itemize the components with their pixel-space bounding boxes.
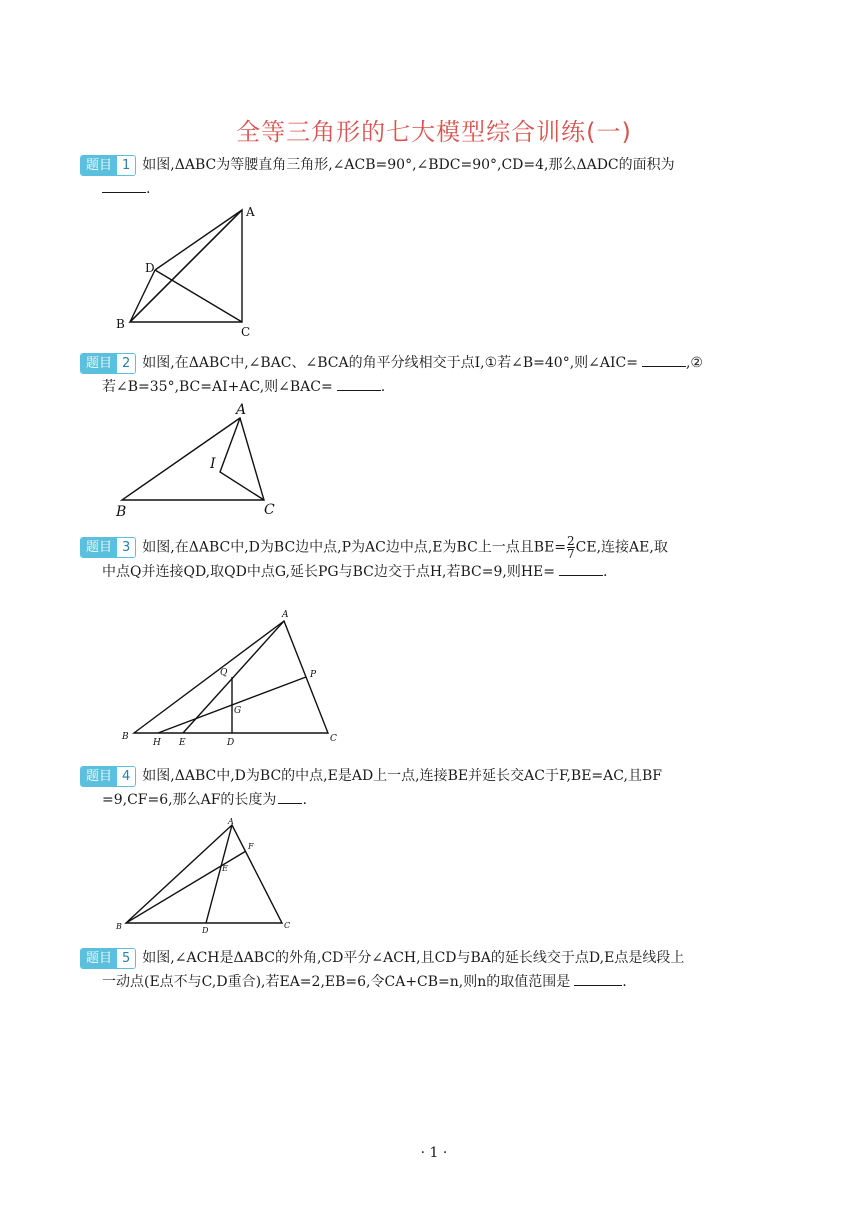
page-title: 全等三角形的七大模型综合训练(一): [236, 118, 632, 146]
label-c: C: [330, 734, 337, 744]
label-c: C: [241, 325, 251, 339]
problem-tag: 题目 1: [80, 155, 136, 176]
label-c: C: [284, 921, 291, 930]
label-b: B: [116, 922, 122, 931]
segment-ae: [183, 621, 284, 733]
label-h: H: [153, 738, 161, 748]
label-d: D: [145, 261, 155, 275]
segment-dc: [155, 270, 242, 322]
figure-1: [110, 200, 270, 340]
answer-blank[interactable]: [102, 178, 146, 193]
label-c: C: [264, 502, 275, 518]
label-b: B: [116, 504, 127, 520]
answer-blank[interactable]: [574, 971, 622, 986]
triangle-abc: [134, 621, 328, 733]
label-f: F: [248, 842, 254, 851]
label-a: A: [246, 205, 255, 219]
problem-tag: 题目 2: [80, 353, 136, 374]
answer-blank[interactable]: [337, 376, 381, 391]
label-a: A: [228, 817, 234, 826]
segment-bd: [130, 270, 155, 322]
label-b: B: [116, 317, 125, 331]
problem-tag: 题目 5: [80, 948, 136, 969]
label-p: P: [310, 670, 317, 680]
label-g: G: [234, 706, 242, 716]
figure-3: [120, 605, 350, 750]
label-q: Q: [220, 668, 228, 678]
problem-1: 题目 1 如图,ΔABC为等腰直角三角形,∠ACB=90°,∠BDC=90°,CD=4,那么ΔADC的面积为 .: [80, 153, 785, 201]
label-b: B: [122, 732, 129, 742]
label-e: E: [222, 864, 228, 873]
page-number: · 1 ·: [420, 1145, 448, 1161]
triangle-abc: [122, 418, 264, 500]
problem-2: 题目 2 如图,在ΔABC中,∠BAC、∠BCA的角平分线相交于点I,①若∠B=40°,则∠AIC= ,② 若∠B=35°,BC=AI+AC,则∠BAC= .: [80, 351, 785, 399]
label-e: E: [179, 738, 186, 748]
angle-bisectors: [220, 418, 264, 500]
label-a: A: [236, 402, 247, 418]
problem-3: 题目 3 如图,在ΔABC中,D为BC边中点,P为AC边中点,E为BC上一点且BE= $\frac{2}{7}$ CE,连接AE,取 中点Q并连接QD,取QD中点G,延长PG与BC边交于点H,若BC=9,则HE= .: [80, 535, 785, 584]
segment-ad: [206, 825, 232, 923]
figure-4: [112, 815, 302, 935]
problem-text: 如图,ΔABC为等腰直角三角形,∠ACB=90°,∠BDC=90°,CD=4,那么ΔADC的面积为: [142, 157, 675, 173]
label-d: D: [227, 738, 235, 748]
answer-blank[interactable]: [278, 789, 302, 804]
answer-blank[interactable]: [642, 352, 686, 367]
label-i: I: [210, 456, 216, 472]
problem-tag: 题目 3: [80, 537, 136, 558]
fraction: $\frac{2}{7}$: [567, 534, 575, 561]
label-a: A: [282, 610, 289, 620]
answer-blank[interactable]: [559, 561, 603, 576]
segment-ad: [155, 210, 242, 270]
problem-tag: 题目 4: [80, 766, 136, 787]
segment-bf: [126, 851, 246, 923]
label-d: D: [202, 926, 209, 935]
problem-4: 题目 4 如图,ΔABC中,D为BC的中点,E是AD上一点,连接BE并延长交AC于F,BE=AC,且BF =9,CF=6,那么AF的长度为 .: [80, 764, 785, 812]
figure-2: [112, 400, 282, 520]
problem-5: 题目 5 如图,∠ACH是ΔABC的外角,CD平分∠ACH,且CD与BA的延长线交于点D,E点是线段上 一动点(E点不与C,D重合),若EA=2,EB=6,令CA+CB=n,则n的取值范围是 .: [80, 946, 785, 994]
